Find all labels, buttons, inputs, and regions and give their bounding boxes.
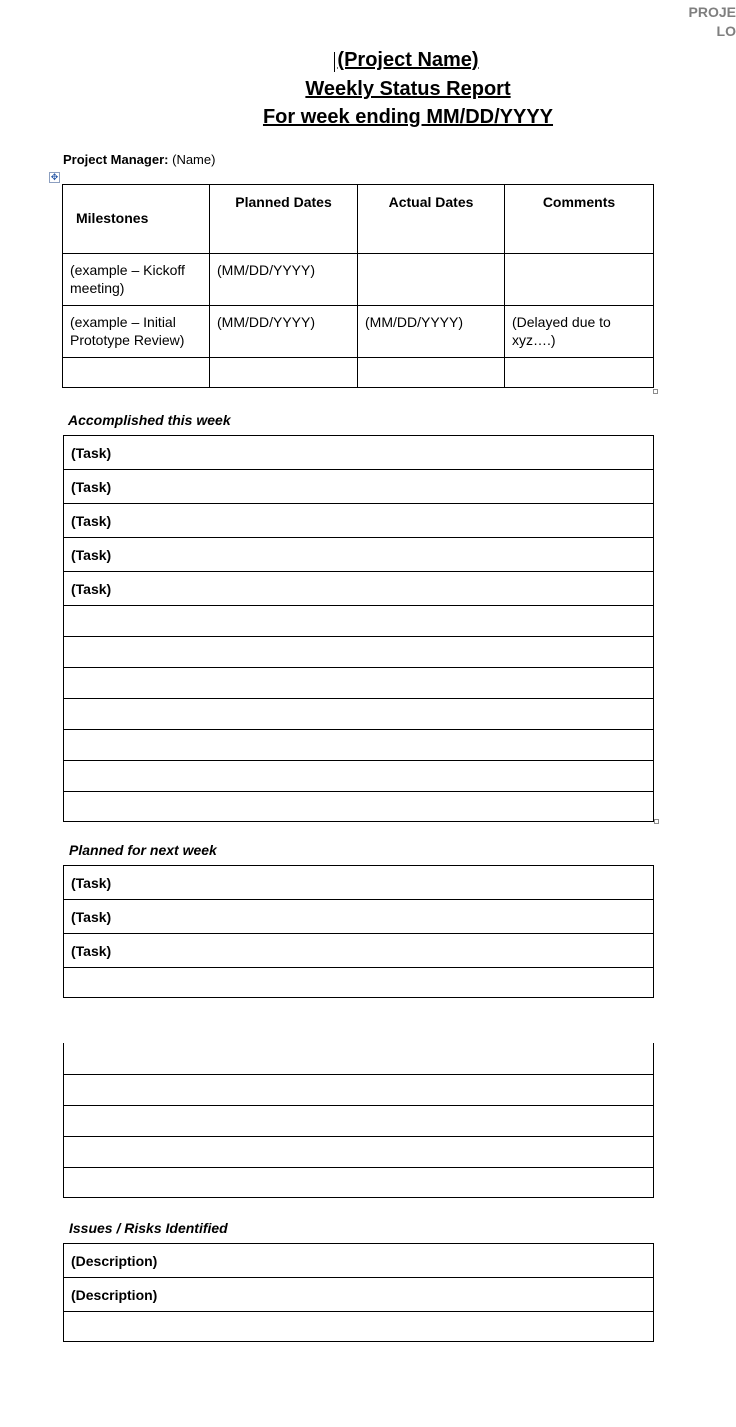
issues-label: Issues / Risks Identified — [69, 1220, 228, 1236]
empty-row[interactable] — [64, 1311, 653, 1342]
table-cell[interactable]: (MM/DD/YYYY) — [358, 306, 505, 358]
project-manager-label: Project Manager: — [63, 152, 169, 167]
comments-header[interactable]: Comments — [505, 185, 654, 254]
empty-row[interactable] — [64, 605, 653, 636]
issue-row[interactable]: (Description) — [64, 1243, 653, 1277]
milestones-table — [62, 184, 654, 388]
empty-row[interactable] — [64, 729, 653, 760]
table-cell[interactable] — [505, 358, 654, 388]
accomplished-table — [63, 435, 654, 822]
milestones-header-row — [63, 185, 654, 254]
milestones-header[interactable]: Milestones — [63, 185, 210, 254]
table-row — [63, 254, 654, 306]
task-row[interactable]: (Task) — [64, 571, 653, 605]
table-row — [63, 358, 654, 388]
table-cell[interactable]: (example – Kickoff meeting) — [63, 254, 210, 306]
table-cell[interactable] — [358, 358, 505, 388]
table-cell[interactable] — [505, 254, 654, 306]
task-row[interactable]: (Task) — [64, 899, 653, 933]
table-cell[interactable]: (MM/DD/YYYY) — [210, 254, 358, 306]
empty-row[interactable] — [64, 760, 653, 791]
planned-table — [63, 865, 654, 998]
task-row[interactable]: (Task) — [64, 537, 653, 571]
project-manager-value[interactable]: (Name) — [172, 152, 216, 167]
planned-label: Planned for next week — [69, 842, 217, 858]
task-row[interactable]: (Task) — [64, 469, 653, 503]
logo-line-2: LO — [716, 23, 736, 39]
table-cell[interactable] — [63, 358, 210, 388]
planned-table-continued — [63, 1043, 654, 1198]
empty-row[interactable] — [64, 1136, 653, 1167]
empty-row[interactable] — [64, 1105, 653, 1136]
project-manager-line[interactable] — [63, 152, 215, 167]
table-cell[interactable] — [358, 254, 505, 306]
project-name-title[interactable]: (Project Name) — [337, 49, 479, 71]
table-cell[interactable] — [210, 358, 358, 388]
logo-line-1: PROJE — [688, 4, 736, 20]
empty-row[interactable] — [64, 667, 653, 698]
issues-table — [63, 1243, 654, 1342]
report-title[interactable]: Weekly Status Report — [305, 78, 511, 100]
empty-row[interactable] — [64, 636, 653, 667]
table-cell[interactable]: (example – Initial Prototype Review) — [63, 306, 210, 358]
planned-dates-header[interactable]: Planned Dates — [210, 185, 358, 254]
accomplished-label: Accomplished this week — [68, 412, 231, 428]
actual-dates-header[interactable]: Actual Dates — [358, 185, 505, 254]
table-row — [63, 306, 654, 358]
empty-row[interactable] — [64, 1074, 653, 1105]
table-cell[interactable]: (MM/DD/YYYY) — [210, 306, 358, 358]
issue-row[interactable]: (Description) — [64, 1277, 653, 1311]
table-resize-handle[interactable] — [653, 389, 658, 394]
table-cell[interactable]: (Delayed due to xyz….) — [505, 306, 654, 358]
table-move-handle-icon[interactable]: ✥ — [50, 172, 59, 182]
task-row[interactable]: (Task) — [64, 865, 653, 899]
project-logo-text — [689, 3, 736, 41]
task-row[interactable]: (Task) — [64, 933, 653, 967]
empty-row[interactable] — [64, 791, 653, 822]
task-row[interactable]: (Task) — [64, 503, 653, 537]
empty-row[interactable] — [64, 1167, 653, 1198]
empty-row[interactable] — [64, 967, 653, 998]
empty-row[interactable] — [64, 698, 653, 729]
task-row[interactable]: (Task) — [64, 435, 653, 469]
table-resize-handle[interactable] — [654, 819, 659, 824]
empty-row[interactable] — [64, 1043, 653, 1074]
week-ending-title[interactable]: For week ending MM/DD/YYYY — [262, 106, 554, 128]
